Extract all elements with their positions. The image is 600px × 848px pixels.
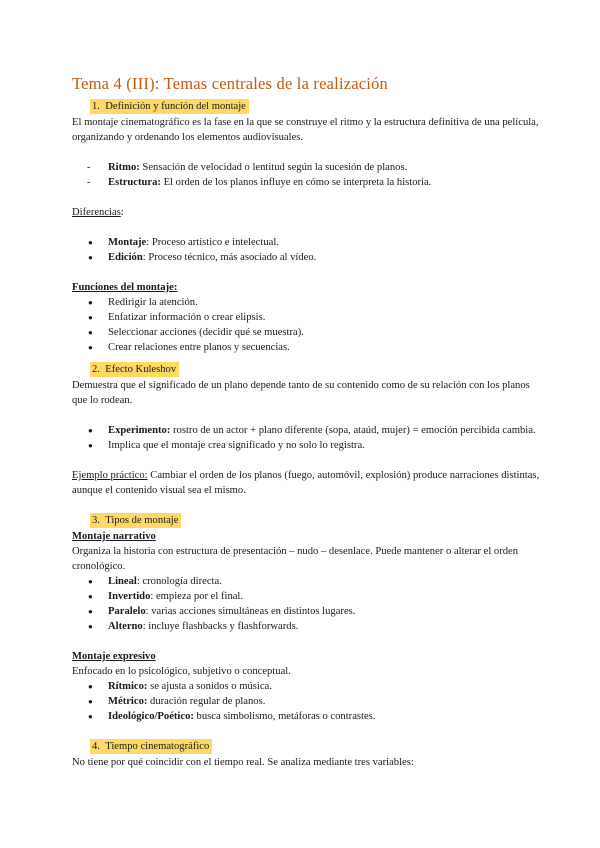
list-item: ● Paralelo: varias acciones simultáneas en distintos lugares. bbox=[72, 604, 540, 619]
list-item: ● Seleccionar acciones (decidir qué se muestra). bbox=[72, 325, 540, 340]
list-item: ● Crear relaciones entre planos y secuencias. bbox=[72, 340, 540, 355]
bullet-list bbox=[72, 295, 540, 355]
page-title: Tema 4 (III): Temas centrales de la realización bbox=[72, 74, 388, 93]
bullet-list bbox=[72, 235, 540, 265]
section-number: 3. bbox=[92, 515, 100, 526]
subheading-expresivo: Montaje expresivo bbox=[72, 651, 156, 662]
list-item: ● Lineal: cronología directa. bbox=[72, 574, 540, 589]
dash-list bbox=[72, 160, 540, 190]
paragraph: No tiene por qué coincidir con el tiempo real. Se analiza mediante tres variables: bbox=[72, 757, 414, 768]
paragraph-example: Ejemplo práctico: Cambiar el orden de los planos (fuego, automóvil, explosión) produce narraciones distintas, aunque el contenido visual sea el mismo. bbox=[72, 470, 540, 496]
section-title: Definición y función del montaje bbox=[105, 101, 246, 112]
bullet-list bbox=[72, 574, 540, 634]
section-title: Tipos de montaje bbox=[105, 515, 179, 526]
paragraph: El montaje cinematográfico es la fase en la que se construye el ritmo y la estructura definitiva de una película, organizando y ordenando los elementos audiovisuales. bbox=[72, 117, 539, 143]
section-heading-2 bbox=[72, 362, 540, 377]
list-item: ● Rítmico: se ajusta a sonidos o música. bbox=[72, 679, 540, 694]
section-heading-3 bbox=[72, 513, 540, 528]
subheading-funciones: Funciones del montaje: bbox=[72, 282, 178, 293]
paragraph: Enfocado en lo psicológico, subjetivo o conceptual. bbox=[72, 666, 291, 677]
section-heading-4 bbox=[72, 739, 540, 754]
list-item: ● Experimento: rostro de un actor + plano diferente (sopa, ataúd, mujer) = emoción percibida cambia. bbox=[72, 423, 540, 438]
list-item: ● Edición: Proceso técnico, más asociado al vídeo. bbox=[72, 250, 540, 265]
list-item: ● Implica que el montaje crea significado y no solo lo registra. bbox=[72, 438, 540, 453]
paragraph: Organiza la historia con estructura de presentación – nudo – desenlace. Puede mantener o alterar el orden cronológico. bbox=[72, 546, 519, 572]
list-item: ● Redirigir la atención. bbox=[72, 295, 540, 310]
section-title: Efecto Kuleshov bbox=[105, 364, 177, 375]
subheading-narrativo: Montaje narrativo bbox=[72, 531, 156, 542]
list-item: - Ritmo: Sensación de velocidad o lentitud según la sucesión de planos. bbox=[72, 160, 540, 175]
list-item: ● Enfatizar información o crear elipsis. bbox=[72, 310, 540, 325]
section-number: 2. bbox=[92, 364, 100, 375]
list-item: ● Alterno: incluye flashbacks y flashforwards. bbox=[72, 619, 540, 634]
section-heading-1 bbox=[72, 99, 540, 114]
paragraph: Demuestra que el significado de un plano depende tanto de su contenido como de su relación con los planos que lo rodean. bbox=[72, 380, 530, 406]
bullet-list bbox=[72, 679, 540, 724]
list-item: ● Ideológico/Poético: busca simbolismo, metáforas o contrastes. bbox=[72, 709, 540, 724]
bullet-list bbox=[72, 423, 540, 453]
subheading-diferencias: Diferencias: bbox=[72, 207, 124, 218]
section-number: 4. bbox=[92, 741, 100, 752]
list-item: - Estructura: El orden de los planos influye en cómo se interpreta la historia. bbox=[72, 175, 540, 190]
section-title: Tiempo cinematográfico bbox=[105, 741, 210, 752]
list-item: ● Montaje: Proceso artístico e intelectual. bbox=[72, 235, 540, 250]
list-item: ● Métrico: duración regular de planos. bbox=[72, 694, 540, 709]
list-item: ● Invertido: empieza por el final. bbox=[72, 589, 540, 604]
section-number: 1. bbox=[92, 101, 100, 112]
